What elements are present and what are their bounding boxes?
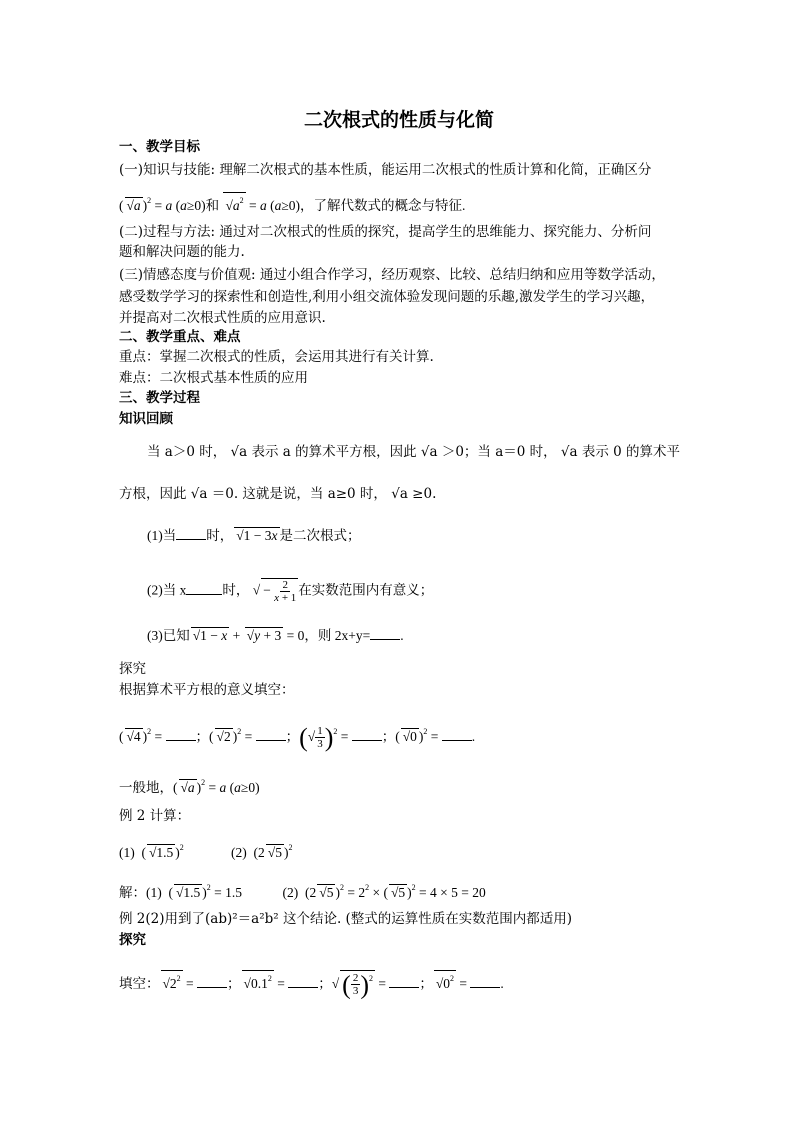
fill-intro: 根据算术平方根的意义填空： xyxy=(119,682,295,698)
goal-3-line-1: (三)情感态度与价值观: 通过小组合作学习，经历观察、比较、总结归纳和应用等数学活动， xyxy=(119,267,665,283)
example-2-note: 例 2(2)用到了(ab)²＝a²b² 这个结论. (整式的运算性质在实数范围内都适用) xyxy=(119,911,573,927)
fill-exercise-2: 填空：√ $2^2$ = ；√ $0.1^2$ = ；√ ( $\frac{2}{3}$ )$^2$ = ；√ $0^2$ = . xyxy=(119,970,504,997)
explore-heading: 探究 xyxy=(119,661,146,677)
page-title: 二次根式的性质与化简 xyxy=(303,109,494,131)
goal-1-line-2: (√ a )$^2$ = a (a≥0)和 √ $a^2 = a$ (a≥0)，了解代数式的概念与特征. xyxy=(119,191,465,216)
question-3: (3)已知√ 1 − x + √ y + 3 = 0，则 2x+y= . xyxy=(119,626,404,646)
question-2: (2)当 x 时， √ − $\frac{2}{x + 1}$ 在实数范围内有意义； xyxy=(147,579,434,604)
goal-3-line-3: 并提高对二次根式性质的应用意识. xyxy=(119,310,326,326)
section-process: 三、教学过程 xyxy=(119,390,200,406)
goal-3-line-2: 感受数学学习的探索性和创造性,利用小组交流体验发现问题的乐趣,激发学生的学习兴趣， xyxy=(119,289,655,305)
question-1: (1)当 时，√ 1 − 3x 是二次根式； xyxy=(119,526,361,546)
goal-2-line-2: 题和解决问题的能力. xyxy=(119,244,245,260)
review-line-2: 方根，因此 √a ＝0. 这就是说，当 a≥0 时， √a ≥0. xyxy=(119,486,437,502)
example-2-problems: (1) (√ 1.5 )$^2$ (2) (2√ 5 )$^2$ xyxy=(119,838,292,863)
goal-1-line-1: (一)知识与技能: 理解二次根式的基本性质，能运用二次根式的性质计算和化简，正确区分 xyxy=(119,162,652,178)
example-2-solution: 解：(1) (√ 1.5 )$^2$ = 1.5 (2) (2√ 5 )$^2 = 2^2$ × (√ 5 )$^2$ = 4 × 5 = 20 xyxy=(119,878,486,903)
section-key-points: 二、教学重点、难点 xyxy=(119,329,241,345)
example-2-heading: 例 2 计算： xyxy=(119,808,191,824)
explore-2-heading: 探究 xyxy=(119,932,146,948)
difficult-point: 难点：二次根式基本性质的应用 xyxy=(119,370,308,386)
review-line-1: 当 a＞0 时， √a 表示 a 的算术平方根，因此 √a ＞0；当 a＝0 时， √a 表示 0 的算术平 xyxy=(147,444,681,460)
key-point: 重点：掌握二次根式的性质，会运用其进行有关计算. xyxy=(119,349,434,365)
general-rule: 一般地，(√ a )$^2$ = a (a≥0) xyxy=(119,773,260,798)
section-objectives: 一、教学目标 xyxy=(119,139,200,155)
knowledge-review-heading: 知识回顾 xyxy=(119,411,173,427)
goal-2-line-1: (二)过程与方法: 通过对二次根式的性质的探究，提高学生的思维能力、探究能力、分析问 xyxy=(119,224,652,240)
fill-exercise-1: (√ 4 )$^2$ = ；(√ 2 )$^2$ = ；(√ $\frac{1}{3}$ )$^2$ = ；(√ 0 )$^2$ = . xyxy=(119,722,475,750)
